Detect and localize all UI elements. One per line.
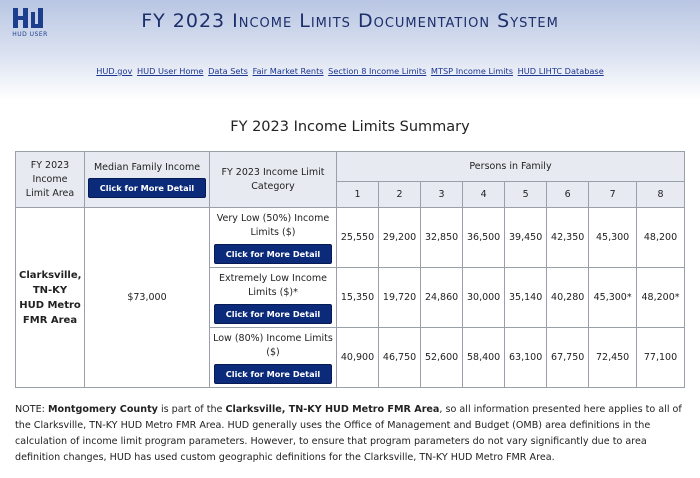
limit-value: 77,100 <box>637 328 685 388</box>
median-detail-button[interactable]: Click for More Detail <box>88 178 206 198</box>
limit-value: 48,200* <box>637 268 685 328</box>
limit-value: 19,720 <box>379 268 421 328</box>
limit-value: 25,550 <box>337 208 379 268</box>
link-hud-gov[interactable]: HUD.gov <box>96 66 133 76</box>
header-area: FY 2023 Income Limit Area <box>16 152 85 208</box>
limit-value: 32,850 <box>421 208 463 268</box>
person-count-6: 6 <box>547 182 589 208</box>
limit-value: 29,200 <box>379 208 421 268</box>
area-name-cell: Clarksville, TN-KY HUD Metro FMR Area <box>16 208 85 388</box>
link-mtsp-income-limits[interactable]: MTSP Income Limits <box>430 66 514 76</box>
limit-value: 42,350 <box>547 208 589 268</box>
link-hud-lihtc-database[interactable]: HUD LIHTC Database <box>517 66 604 76</box>
header-persons-in-family: Persons in Family <box>337 152 685 182</box>
person-count-4: 4 <box>463 182 505 208</box>
page-title: FY 2023 Income Limits Documentation System <box>141 10 559 32</box>
area-note <box>15 402 687 466</box>
category-cell <box>210 208 337 268</box>
link-hud-user-home[interactable]: HUD User Home <box>136 66 204 76</box>
income-limits-table <box>15 151 685 388</box>
limit-value: 35,140 <box>505 268 547 328</box>
extremely-low-detail-button[interactable]: Click for More Detail <box>214 304 332 324</box>
limit-value-4-person: 58,400 <box>463 328 505 388</box>
summary-title: FY 2023 Income Limits Summary <box>230 119 470 135</box>
person-count-7: 7 <box>589 182 637 208</box>
note-text-1: is part of the <box>157 404 226 415</box>
limit-value: 46,750 <box>379 328 421 388</box>
table-row-very-low <box>16 208 685 268</box>
top-nav-links <box>0 66 700 76</box>
header-median-income: Median Family Income Click for More Detail <box>85 152 210 208</box>
link-section8-income-limits[interactable]: Section 8 Income Limits <box>328 66 427 76</box>
limit-value: 67,750 <box>547 328 589 388</box>
limit-value: 45,300 <box>589 208 637 268</box>
link-fair-market-rents[interactable]: Fair Market Rents <box>252 66 324 76</box>
limit-value: 63,100 <box>505 328 547 388</box>
note-area: Clarksville, TN-KY HUD Metro FMR Area <box>225 404 440 415</box>
category-label: Extremely Low Income Limits ($)* <box>219 272 327 298</box>
category-cell <box>210 328 337 388</box>
person-count-5: 5 <box>505 182 547 208</box>
person-count-1: 1 <box>337 182 379 208</box>
limit-value: 40,280 <box>547 268 589 328</box>
median-income-value: $73,000 <box>85 208 210 388</box>
low-detail-button[interactable]: Click for More Detail <box>214 364 332 384</box>
person-count-2: 2 <box>379 182 421 208</box>
limit-value: 39,450 <box>505 208 547 268</box>
limit-value: 52,600 <box>421 328 463 388</box>
very-low-detail-button[interactable]: Click for More Detail <box>214 244 332 264</box>
limit-value: 15,350 <box>337 268 379 328</box>
person-count-3: 3 <box>421 182 463 208</box>
person-count-8: 8 <box>637 182 685 208</box>
note-text-2: , so all information presented here applies to all of the Clarksville, TN-KY HUD Metro FMR Area. HUD generally uses the Office of Management and Budget (OMB) area definitions in the calculation of income limit program parameters. However, to ensure that program parameters do not vary significantly due to area definition changes, HUD has used custom geographic definitions for the Clarksville, TN-KY HUD Metro FMR Area. <box>15 404 682 463</box>
category-label: Very Low (50%) Income Limits ($) <box>216 212 330 238</box>
note-prefix: NOTE: <box>15 404 48 415</box>
note-county: Montgomery County <box>47 404 158 415</box>
limit-value-4-person: 30,000 <box>463 268 505 328</box>
category-label: Low (80%) Income Limits ($) <box>213 332 333 358</box>
limit-value: 40,900 <box>337 328 379 388</box>
limit-value: 48,200 <box>637 208 685 268</box>
limit-value-4-person: 36,500 <box>463 208 505 268</box>
header-category: FY 2023 Income Limit Category <box>210 152 337 208</box>
limit-value: 24,860 <box>421 268 463 328</box>
limit-value: 72,450 <box>589 328 637 388</box>
limit-value: 45,300* <box>589 268 637 328</box>
logo-label: HUD USER <box>12 31 48 38</box>
category-cell <box>210 268 337 328</box>
link-data-sets[interactable]: Data Sets <box>208 66 248 76</box>
